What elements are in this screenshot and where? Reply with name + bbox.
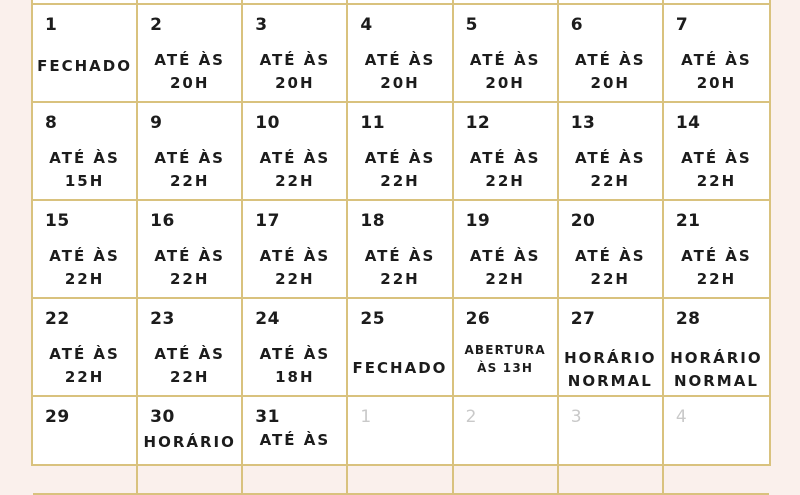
day-number: 10 — [255, 113, 280, 133]
day-hours: ATÉ ÀS 22H — [154, 149, 225, 190]
day-hours: ATÉ ÀS 20H — [364, 51, 436, 92]
day-cell — [454, 299, 559, 397]
day-hours: ATÉ ÀS 20H — [259, 51, 331, 92]
day-cell — [348, 5, 453, 103]
day-number: 1 — [45, 15, 58, 35]
day-hours: ATÉ ÀS 22H — [681, 247, 752, 288]
day-hours: FECHADO — [352, 359, 448, 377]
day-cell — [664, 5, 769, 103]
day-number: 4 — [360, 15, 373, 35]
day-number: 18 — [360, 211, 386, 231]
day-hours: ATÉ ÀS 22H — [364, 247, 436, 288]
day-cell — [33, 103, 138, 201]
day-number-next-month: 4 — [675, 407, 688, 427]
day-hours: ATÉ ÀS 22H — [154, 345, 225, 386]
day-hours: ATÉ ÀS 22H — [364, 149, 436, 190]
day-number-next-month: 2 — [465, 407, 477, 427]
day-hours: FECHADO — [37, 57, 132, 75]
day-number: 27 — [570, 309, 596, 329]
day-hours: ATÉ ÀS 22H — [259, 149, 331, 190]
day-number: 11 — [360, 113, 386, 133]
day-hours: ATÉ ÀS 20H — [469, 51, 541, 92]
day-hours: ATÉ ÀS 22H — [469, 247, 541, 288]
day-number: 2 — [150, 15, 163, 35]
day-cell — [454, 103, 559, 201]
day-cell — [454, 201, 559, 299]
day-hours: ATÉ ÀS 22H — [154, 247, 225, 288]
day-cell — [454, 397, 559, 495]
day-cell — [138, 103, 243, 201]
day-cell — [664, 397, 769, 495]
day-hours: ATÉ ÀS 22H — [259, 247, 331, 288]
day-cell — [559, 5, 664, 103]
day-number: 22 — [45, 309, 70, 329]
day-cell — [559, 201, 664, 299]
day-hours: ATÉ ÀS 22H — [574, 247, 646, 288]
day-cell — [348, 299, 453, 397]
day-cell — [348, 201, 453, 299]
day-hours: ATÉ ÀS 20H — [154, 51, 225, 92]
day-number: 6 — [570, 15, 584, 35]
day-cell — [243, 103, 348, 201]
day-number: 25 — [360, 309, 386, 329]
day-cell — [559, 397, 664, 495]
day-cell — [138, 299, 243, 397]
day-number: 30 — [150, 407, 175, 427]
day-number: 8 — [45, 113, 58, 133]
calendar — [31, 0, 771, 466]
day-hours: ABERTURA ÀS 13H — [464, 343, 546, 375]
day-number: 29 — [45, 407, 70, 427]
day-cell — [559, 103, 664, 201]
day-number: 23 — [150, 309, 175, 329]
day-number: 9 — [150, 113, 163, 133]
day-cell — [243, 201, 348, 299]
day-cell — [33, 299, 138, 397]
calendar-grid — [33, 0, 769, 495]
day-number: 17 — [255, 211, 280, 231]
day-cell — [138, 5, 243, 103]
day-hours: ATÉ ÀS 22H — [574, 149, 646, 190]
day-hours: HORÁRIO — [143, 433, 236, 451]
day-hours: ATÉ ÀS 22H — [49, 345, 120, 386]
day-cell — [243, 299, 348, 397]
day-number: 24 — [255, 309, 280, 329]
day-number: 5 — [465, 15, 478, 35]
day-number: 12 — [465, 113, 491, 133]
day-number: 19 — [465, 211, 491, 231]
day-hours: ATÉ ÀS 15H — [49, 149, 120, 190]
day-cell — [33, 397, 138, 495]
day-cell — [348, 103, 453, 201]
day-number: 28 — [675, 309, 701, 329]
day-number: 20 — [570, 211, 596, 231]
day-cell — [454, 5, 559, 103]
day-hours: ATÉ ÀS 20H — [681, 51, 752, 92]
day-hours: HORÁRIO NORMAL — [670, 349, 763, 390]
day-cell — [243, 5, 348, 103]
day-cell — [138, 397, 243, 495]
day-cell — [664, 103, 769, 201]
day-cell — [243, 397, 348, 495]
day-hours: ATÉ ÀS 20H — [574, 51, 646, 92]
day-cell — [33, 5, 138, 103]
day-cell — [33, 201, 138, 299]
day-cell — [138, 201, 243, 299]
day-cell — [559, 299, 664, 397]
day-number: 31 — [255, 407, 280, 427]
day-hours: HORÁRIO NORMAL — [564, 349, 657, 390]
day-hours: ATÉ ÀS 22H — [469, 149, 541, 190]
day-number: 21 — [675, 211, 701, 231]
day-cell — [348, 397, 453, 495]
day-number: 7 — [675, 15, 689, 35]
day-number: 16 — [150, 211, 175, 231]
day-number-next-month: 3 — [570, 407, 583, 427]
day-cell — [664, 299, 769, 397]
day-number: 14 — [675, 113, 701, 133]
day-hours: ATÉ ÀS — [259, 431, 331, 449]
day-number-next-month: 1 — [360, 407, 372, 427]
day-number: 26 — [465, 309, 491, 329]
day-number: 13 — [570, 113, 596, 133]
day-number: 3 — [255, 15, 268, 35]
day-hours: ATÉ ÀS 22H — [49, 247, 120, 288]
day-hours: ATÉ ÀS 22H — [681, 149, 752, 190]
day-hours: ATÉ ÀS 18H — [259, 345, 331, 386]
day-number: 15 — [45, 211, 70, 231]
day-cell — [664, 201, 769, 299]
